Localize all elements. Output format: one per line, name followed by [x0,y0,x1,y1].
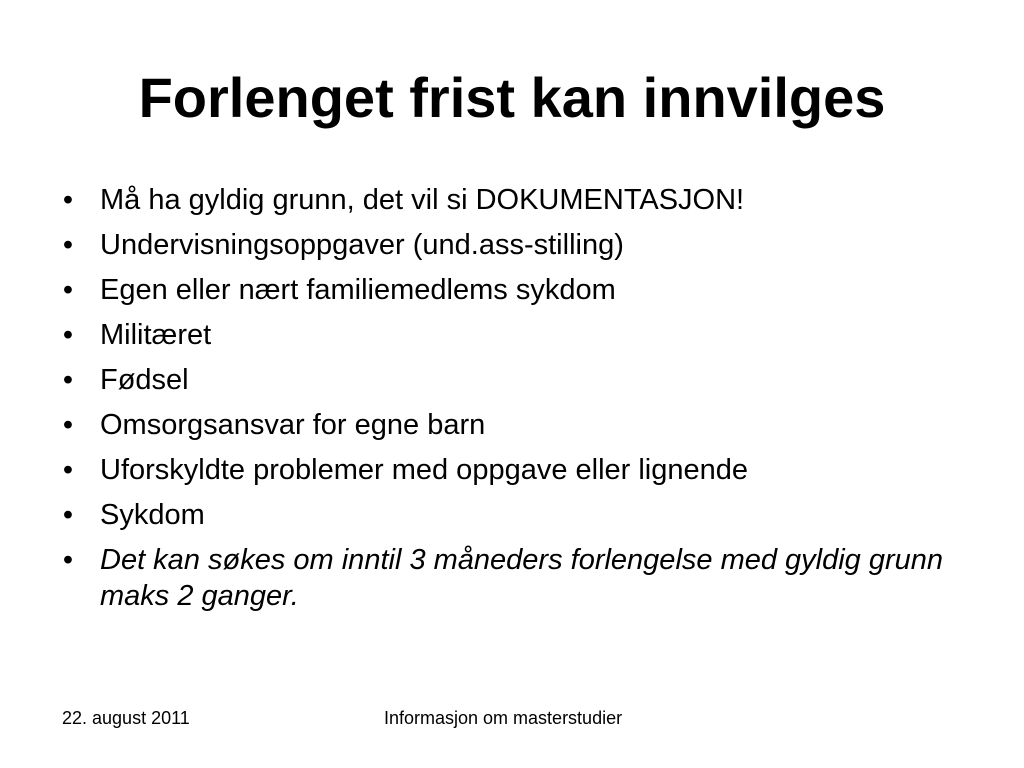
bullet-text: Må ha gyldig grunn, det vil si DOKUMENTASJON! [100,184,745,216]
list-item [58,272,958,308]
bullet-text: Uforskyldte problemer med oppgave eller lignende [100,454,749,486]
bullet-text: Det kan søkes om inntil 3 måneders forlengelse med gyldig grunn maks 2 ganger. [100,544,944,612]
bullet-icon: • [62,499,74,531]
bullet-icon: • [62,274,74,306]
bullet-icon: • [62,409,74,441]
bullet-list [58,182,958,623]
bullet-text: Fødsel [100,364,189,396]
bullet-text: Undervisningsoppgaver (und.ass-stilling) [100,229,624,261]
bullet-text: Sykdom [100,499,205,531]
footer-date: 22. august 2011 [62,708,190,728]
list-item [58,542,958,614]
bullet-icon: • [62,454,74,486]
bullet-icon: • [62,229,74,261]
bullet-text: Egen eller nært familiemedlems sykdom [100,274,616,306]
footer-title: Informasjon om masterstudier [384,708,623,728]
bullet-icon: • [62,184,74,216]
slide-title: Forlenget frist kan innvilges [138,66,886,129]
bullet-icon: • [62,319,74,351]
list-item [58,182,958,218]
list-item [58,407,958,443]
bullet-icon: • [62,364,74,396]
list-item [58,227,958,263]
bullet-icon: • [62,544,74,576]
list-item [58,362,958,398]
list-item [58,317,958,353]
list-item [58,452,958,488]
bullet-text: Militæret [100,319,212,351]
bullet-text: Omsorgsansvar for egne barn [100,409,486,441]
list-item [58,497,958,533]
